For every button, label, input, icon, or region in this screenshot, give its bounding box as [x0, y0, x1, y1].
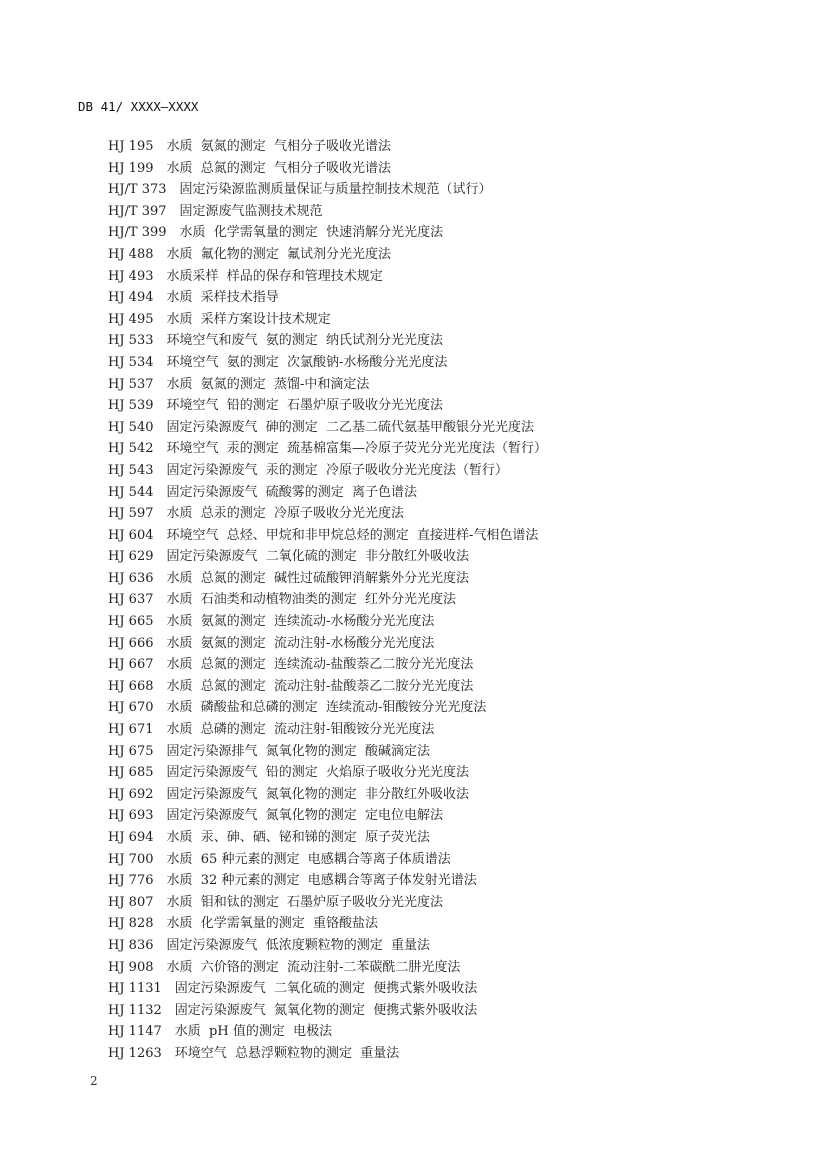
reference-title: 水质 总氮的测定 碱性过硫酸钾消解紫外分光光度法 [166, 570, 470, 586]
reference-code: HJ 597 [108, 506, 154, 522]
reference-code: HJ 694 [108, 830, 154, 845]
reference-item [108, 935, 547, 957]
reference-title: 水质 汞、砷、硒、铋和锑的测定 原子荧光法 [166, 830, 431, 845]
reference-title: 水质 石油类和动植物油类的测定 红外分光光度法 [166, 592, 457, 608]
reference-item [108, 460, 547, 482]
reference-code: HJ 1131 [108, 981, 162, 997]
reference-item [108, 870, 547, 892]
reference-code: HJ 629 [108, 549, 154, 565]
reference-item [108, 892, 547, 914]
reference-code: HJ 828 [108, 916, 154, 932]
reference-title: 环境空气 氨的测定 次氯酸钠-水杨酸分光光度法 [166, 354, 448, 370]
reference-title: 固定污染源废气 砷的测定 二乙基二硫代氨基甲酸银分光光度法 [166, 419, 535, 435]
reference-code: HJ 807 [108, 894, 154, 910]
reference-title: 环境空气 汞的测定 巯基棉富集—冷原子荧光分光光度法（暂行） [166, 441, 548, 457]
reference-code: HJ 666 [108, 635, 154, 651]
reference-code: HJ 540 [108, 419, 154, 435]
reference-list [108, 136, 547, 1065]
reference-item [108, 827, 547, 849]
reference-item [108, 309, 547, 331]
reference-title: 水质 磷酸盐和总磷的测定 连续流动-钼酸铵分光光度法 [166, 700, 487, 716]
reference-item [108, 762, 547, 784]
reference-code: HJ/T 373 [108, 182, 167, 198]
reference-code: HJ 543 [108, 462, 154, 478]
reference-item [108, 287, 547, 309]
reference-item [108, 352, 547, 374]
reference-code: HJ 493 [108, 268, 154, 284]
reference-title: 水质 总氮的测定 流动注射-盐酸萘乙二胺分光光度法 [166, 678, 474, 694]
reference-title: 水质 32 种元素的测定 电感耦合等离子体发射光谱法 [166, 873, 477, 889]
reference-title: 水质 采样技术指导 [166, 290, 279, 306]
reference-title: 水质 化学需氧量的测定 重铬酸盐法 [166, 916, 379, 932]
reference-code: HJ 604 [108, 527, 154, 543]
reference-title: 水质 氨氮的测定 连续流动-水杨酸分光光度法 [166, 614, 435, 630]
reference-title: 固定源废气监测技术规范 [179, 203, 323, 219]
reference-item [108, 374, 547, 396]
reference-item [108, 503, 547, 525]
reference-code: HJ 195 [108, 139, 154, 154]
reference-title: 水质 总汞的测定 冷原子吸收分光光度法 [166, 506, 405, 522]
reference-title: 水质 pH 值的测定 电极法 [174, 1024, 333, 1040]
reference-item [108, 784, 547, 806]
reference-title: 水质 氨氮的测定 流动注射-水杨酸分光光度法 [166, 635, 435, 651]
reference-item [108, 611, 547, 633]
reference-item [108, 222, 547, 244]
reference-item [108, 1000, 547, 1022]
reference-item [108, 266, 547, 288]
reference-item [108, 1043, 547, 1065]
reference-item [108, 482, 547, 504]
page-number: 2 [90, 1074, 98, 1088]
reference-code: HJ 542 [108, 441, 154, 457]
reference-code: HJ 537 [108, 376, 154, 392]
reference-code: HJ 494 [108, 290, 154, 306]
reference-code: HJ 692 [108, 786, 154, 802]
reference-item [108, 568, 547, 590]
reference-title: 固定污染源废气 氮氧化物的测定 定电位电解法 [166, 808, 444, 824]
reference-code: HJ 533 [108, 333, 154, 349]
reference-item [108, 589, 547, 611]
reference-title: 水质 总氮的测定 连续流动-盐酸萘乙二胺分光光度法 [166, 657, 474, 673]
reference-title: 固定污染源废气 氮氧化物的测定 便携式紫外吸收法 [174, 1002, 478, 1018]
reference-title: 固定污染源废气 二氧化硫的测定 非分散红外吸收法 [166, 549, 470, 565]
document-header: DB 41/ XXXX—XXXX [78, 99, 199, 114]
reference-item [108, 654, 547, 676]
reference-item [108, 719, 547, 741]
reference-title: 固定污染源废气 低浓度颗粒物的测定 重量法 [166, 937, 431, 953]
reference-code: HJ 1147 [108, 1024, 162, 1040]
reference-item [108, 741, 547, 763]
reference-code: HJ 534 [108, 354, 154, 370]
reference-item [108, 633, 547, 655]
reference-title: 固定污染源监测质量保证与质量控制技术规范（试行） [179, 182, 492, 198]
reference-item [108, 136, 547, 158]
reference-code: HJ 670 [108, 700, 154, 716]
reference-code: HJ 1263 [108, 1045, 162, 1061]
reference-title: 水质 总磷的测定 流动注射-钼酸铵分光光度法 [166, 722, 435, 738]
reference-code: HJ 665 [108, 614, 154, 630]
reference-code: HJ 488 [108, 246, 154, 262]
reference-item [108, 697, 547, 719]
reference-title: 固定污染源废气 氮氧化物的测定 非分散红外吸收法 [166, 786, 470, 802]
reference-code: HJ 1132 [108, 1002, 162, 1018]
reference-code: HJ 700 [108, 851, 154, 867]
reference-code: HJ 544 [108, 484, 154, 500]
reference-item [108, 330, 547, 352]
reference-code: HJ 636 [108, 570, 154, 586]
reference-item [108, 978, 547, 1000]
reference-title: 固定污染源废气 二氧化硫的测定 便携式紫外吸收法 [174, 981, 478, 997]
reference-title: 水质 氟化物的测定 氟试剂分光光度法 [166, 246, 392, 262]
reference-code: HJ 637 [108, 592, 154, 608]
reference-code: HJ 836 [108, 937, 154, 953]
reference-code: HJ 671 [108, 722, 154, 738]
reference-title: 水质采样 样品的保存和管理技术规定 [166, 268, 383, 284]
reference-code: HJ 199 [108, 160, 154, 176]
reference-title: 水质 化学需氧量的测定 快速消解分光光度法 [179, 225, 444, 241]
reference-item [108, 179, 547, 201]
reference-code: HJ 776 [108, 873, 154, 889]
reference-title: 固定污染源废气 硫酸雾的测定 离子色谱法 [166, 484, 418, 500]
reference-item [108, 546, 547, 568]
reference-code: HJ 668 [108, 678, 154, 694]
reference-item [108, 201, 547, 223]
reference-code: HJ 675 [108, 743, 154, 759]
reference-item [108, 957, 547, 979]
reference-title: 环境空气 总悬浮颗粒物的测定 重量法 [174, 1045, 400, 1061]
reference-code: HJ/T 399 [108, 225, 167, 241]
reference-title: 固定污染源废气 铅的测定 火焰原子吸收分光光度法 [166, 765, 470, 781]
reference-item [108, 676, 547, 698]
reference-title: 水质 六价铬的测定 流动注射-二苯碳酰二肼光度法 [166, 959, 461, 975]
reference-item [108, 525, 547, 547]
reference-title: 水质 总氮的测定 气相分子吸收光谱法 [166, 160, 392, 176]
reference-code: HJ 685 [108, 765, 154, 781]
reference-item [108, 244, 547, 266]
reference-title: 水质 氨氮的测定 蒸馏-中和滴定法 [166, 376, 370, 392]
reference-item [108, 158, 547, 180]
reference-item [108, 417, 547, 439]
reference-title: 水质 氨氮的测定 气相分子吸收光谱法 [166, 139, 392, 154]
reference-title: 环境空气和废气 氨的测定 纳氏试剂分光光度法 [166, 333, 444, 349]
reference-item [108, 805, 547, 827]
reference-code: HJ 495 [108, 311, 154, 327]
reference-title: 水质 采样方案设计技术规定 [166, 311, 331, 327]
reference-code: HJ 667 [108, 657, 154, 673]
reference-item [108, 395, 547, 417]
reference-item [108, 913, 547, 935]
reference-code: HJ 539 [108, 398, 154, 414]
reference-title: 固定污染源排气 氮氧化物的测定 酸碱滴定法 [166, 743, 431, 759]
reference-title: 水质 65 种元素的测定 电感耦合等离子体质谱法 [166, 851, 451, 867]
reference-title: 环境空气 铅的测定 石墨炉原子吸收分光光度法 [166, 398, 444, 414]
reference-title: 环境空气 总烃、甲烷和非甲烷总烃的测定 直接进样-气相色谱法 [166, 527, 539, 543]
reference-item [108, 438, 547, 460]
reference-code: HJ/T 397 [108, 203, 167, 219]
reference-code: HJ 908 [108, 959, 154, 975]
reference-title: 固定污染源废气 汞的测定 冷原子吸收分光光度法（暂行） [166, 462, 509, 478]
reference-item [108, 849, 547, 871]
reference-item [108, 1021, 547, 1043]
reference-code: HJ 693 [108, 808, 154, 824]
reference-title: 水质 钼和钛的测定 石墨炉原子吸收分光光度法 [166, 894, 444, 910]
